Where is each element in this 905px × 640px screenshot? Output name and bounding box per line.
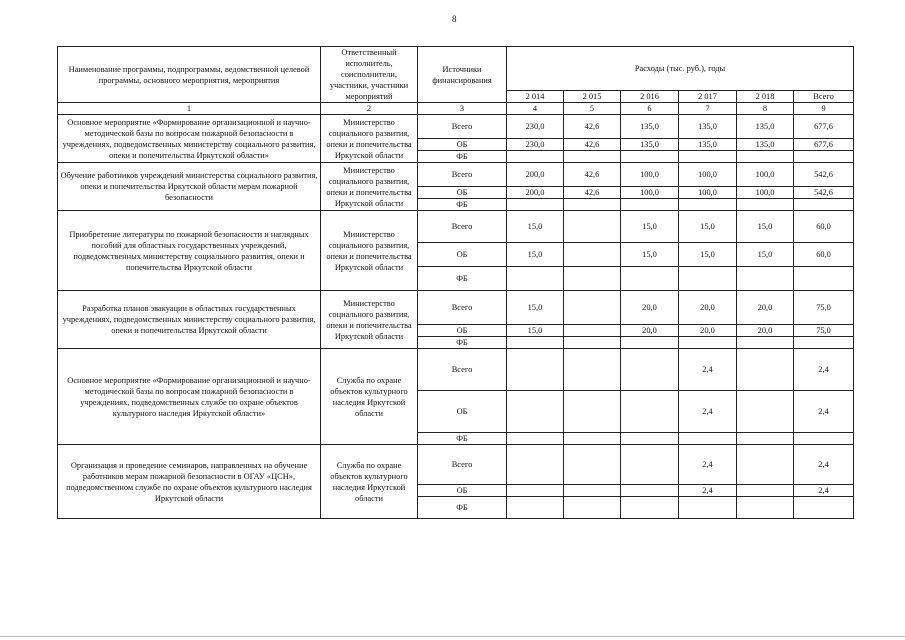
value-cell bbox=[507, 497, 564, 519]
value-cell bbox=[507, 349, 564, 391]
table-row bbox=[58, 115, 854, 139]
source-cell: ФБ bbox=[418, 497, 507, 519]
value-cell bbox=[679, 337, 737, 349]
program-name-cell: Основное мероприятие «Формирование организационной и научно-методической базы по вопросам пожарной безопасности в учреждениях, подведомственных службе по охране объектов культурного наследия Иркутской области» bbox=[58, 349, 321, 445]
total-cell: 2,4 bbox=[794, 485, 854, 497]
total-cell: 60,0 bbox=[794, 243, 854, 267]
total-cell bbox=[794, 151, 854, 163]
total-cell: 60,0 bbox=[794, 211, 854, 243]
value-cell bbox=[679, 497, 737, 519]
total-cell: 677,6 bbox=[794, 139, 854, 151]
source-cell: ФБ bbox=[418, 337, 507, 349]
source-cell: Всего bbox=[418, 291, 507, 325]
value-cell bbox=[737, 391, 794, 433]
value-cell bbox=[679, 433, 737, 445]
value-cell bbox=[564, 243, 621, 267]
header-year: 2 017 bbox=[679, 90, 737, 102]
total-cell: 2,4 bbox=[794, 391, 854, 433]
source-cell: ОБ bbox=[418, 243, 507, 267]
source-cell: Всего bbox=[418, 211, 507, 243]
value-cell: 20,0 bbox=[621, 291, 679, 325]
total-cell: 542,6 bbox=[794, 163, 854, 187]
header-program-name: Наименование программы, подпрограммы, ведомственной целевой программы, основного мероприятия, мероприятия bbox=[58, 47, 321, 103]
column-index: 5 bbox=[564, 103, 621, 115]
value-cell bbox=[679, 267, 737, 291]
value-cell bbox=[621, 337, 679, 349]
value-cell: 20,0 bbox=[737, 325, 794, 337]
header-year: 2 018 bbox=[737, 90, 794, 102]
value-cell bbox=[621, 433, 679, 445]
value-cell bbox=[679, 151, 737, 163]
value-cell: 100,0 bbox=[679, 187, 737, 199]
value-cell: 135,0 bbox=[679, 115, 737, 139]
source-cell: Всего bbox=[418, 349, 507, 391]
value-cell: 15,0 bbox=[621, 243, 679, 267]
value-cell: 15,0 bbox=[507, 325, 564, 337]
value-cell bbox=[679, 199, 737, 211]
value-cell bbox=[564, 337, 621, 349]
value-cell bbox=[507, 433, 564, 445]
responsible-cell: Министерство социального развития, опеки и попечительства Иркутской области bbox=[321, 163, 418, 211]
value-cell bbox=[507, 199, 564, 211]
total-cell: 542,6 bbox=[794, 187, 854, 199]
value-cell bbox=[621, 445, 679, 485]
value-cell: 135,0 bbox=[737, 115, 794, 139]
source-cell: ФБ bbox=[418, 267, 507, 291]
header-total: Всего bbox=[794, 90, 854, 102]
value-cell: 15,0 bbox=[737, 243, 794, 267]
total-cell: 75,0 bbox=[794, 291, 854, 325]
value-cell: 20,0 bbox=[679, 325, 737, 337]
value-cell bbox=[621, 391, 679, 433]
total-cell bbox=[794, 337, 854, 349]
value-cell bbox=[564, 325, 621, 337]
value-cell bbox=[507, 151, 564, 163]
column-index: 8 bbox=[737, 103, 794, 115]
value-cell: 42,6 bbox=[564, 139, 621, 151]
financing-table bbox=[57, 46, 854, 519]
value-cell: 20,0 bbox=[621, 325, 679, 337]
source-cell: ОБ bbox=[418, 485, 507, 497]
value-cell: 42,6 bbox=[564, 115, 621, 139]
value-cell: 135,0 bbox=[621, 139, 679, 151]
value-cell bbox=[507, 485, 564, 497]
value-cell: 15,0 bbox=[679, 243, 737, 267]
responsible-cell: Служба по охране объектов культурного наследия Иркутской области bbox=[321, 349, 418, 445]
source-cell: ОБ bbox=[418, 187, 507, 199]
value-cell bbox=[507, 267, 564, 291]
value-cell: 20,0 bbox=[737, 291, 794, 325]
value-cell bbox=[737, 151, 794, 163]
value-cell: 15,0 bbox=[621, 211, 679, 243]
header-year: 2 014 bbox=[507, 90, 564, 102]
header-year: 2 015 bbox=[564, 90, 621, 102]
value-cell: 100,0 bbox=[737, 187, 794, 199]
value-cell bbox=[564, 445, 621, 485]
column-index: 7 bbox=[679, 103, 737, 115]
value-cell: 2,4 bbox=[679, 445, 737, 485]
value-cell bbox=[564, 349, 621, 391]
source-cell: Всего bbox=[418, 445, 507, 485]
table-row bbox=[58, 163, 854, 187]
value-cell bbox=[621, 497, 679, 519]
source-cell: Всего bbox=[418, 163, 507, 187]
value-cell: 2,4 bbox=[679, 349, 737, 391]
value-cell bbox=[737, 199, 794, 211]
page-number: 8 bbox=[452, 14, 457, 24]
total-cell bbox=[794, 267, 854, 291]
column-index: 4 bbox=[507, 103, 564, 115]
value-cell: 100,0 bbox=[621, 163, 679, 187]
value-cell bbox=[737, 485, 794, 497]
value-cell: 15,0 bbox=[679, 211, 737, 243]
program-name-cell: Основное мероприятие «Формирование организационной и научно-методической базы по вопросам пожарной безопасности в учреждениях, подведомственных министерству социального развития, опеки и попечительства Иркутской области» bbox=[58, 115, 321, 163]
source-cell: ФБ bbox=[418, 151, 507, 163]
value-cell: 15,0 bbox=[507, 243, 564, 267]
total-cell: 75,0 bbox=[794, 325, 854, 337]
value-cell bbox=[737, 349, 794, 391]
value-cell bbox=[621, 485, 679, 497]
value-cell bbox=[564, 391, 621, 433]
total-cell: 2,4 bbox=[794, 349, 854, 391]
responsible-cell: Министерство социального развития, опеки и попечительства Иркутской области bbox=[321, 211, 418, 291]
header-year: 2 016 bbox=[621, 90, 679, 102]
value-cell bbox=[507, 391, 564, 433]
value-cell: 100,0 bbox=[737, 163, 794, 187]
value-cell: 100,0 bbox=[621, 187, 679, 199]
table-row bbox=[58, 349, 854, 391]
value-cell bbox=[737, 337, 794, 349]
value-cell: 200,0 bbox=[507, 187, 564, 199]
column-index: 9 bbox=[794, 103, 854, 115]
value-cell bbox=[621, 267, 679, 291]
source-cell: ОБ bbox=[418, 139, 507, 151]
value-cell: 15,0 bbox=[507, 291, 564, 325]
source-cell: ФБ bbox=[418, 433, 507, 445]
column-index: 1 bbox=[58, 103, 321, 115]
value-cell bbox=[737, 267, 794, 291]
value-cell: 20,0 bbox=[679, 291, 737, 325]
program-name-cell: Организация и проведение семинаров, направленных на обучение работников мерам пожарной безопасности в ОГАУ «ЦСН», подведомственном службе по охране объектов культурного наследия Иркутской области bbox=[58, 445, 321, 519]
value-cell bbox=[507, 445, 564, 485]
header-source: Источники финансирования bbox=[418, 47, 507, 103]
program-name-cell: Разработка планов эвакуации в областных государственных учреждениях, подведомственных министерству социального развития, опеки и попечительства Иркутской области bbox=[58, 291, 321, 349]
value-cell: 135,0 bbox=[621, 115, 679, 139]
table-row bbox=[58, 445, 854, 485]
value-cell bbox=[737, 445, 794, 485]
responsible-cell: Служба по охране объектов культурного наследия Иркутской области bbox=[321, 445, 418, 519]
value-cell bbox=[564, 485, 621, 497]
column-index: 3 bbox=[418, 103, 507, 115]
total-cell: 677,6 bbox=[794, 115, 854, 139]
value-cell bbox=[507, 337, 564, 349]
table-row bbox=[58, 211, 854, 243]
table-row bbox=[58, 291, 854, 325]
source-cell: Всего bbox=[418, 115, 507, 139]
value-cell: 42,6 bbox=[564, 187, 621, 199]
value-cell bbox=[737, 433, 794, 445]
program-name-cell: Обучение работников учреждений министерства социального развития, опеки и попечительства Иркутской области мерам пожарной безопасности bbox=[58, 163, 321, 211]
value-cell bbox=[621, 151, 679, 163]
value-cell bbox=[564, 497, 621, 519]
value-cell: 230,0 bbox=[507, 139, 564, 151]
value-cell bbox=[564, 151, 621, 163]
value-cell bbox=[564, 199, 621, 211]
value-cell bbox=[564, 267, 621, 291]
value-cell: 230,0 bbox=[507, 115, 564, 139]
scan-edge-line bbox=[0, 636, 905, 637]
column-index: 2 bbox=[321, 103, 418, 115]
value-cell bbox=[621, 349, 679, 391]
total-cell bbox=[794, 199, 854, 211]
value-cell bbox=[564, 291, 621, 325]
value-cell: 15,0 bbox=[737, 211, 794, 243]
source-cell: ФБ bbox=[418, 199, 507, 211]
value-cell bbox=[564, 211, 621, 243]
value-cell: 2,4 bbox=[679, 391, 737, 433]
program-name-cell: Приобретение литературы по пожарной безопасности и наглядных пособий для областных государственных учреждений, подведомственных министерству социального развития, опеки и попечительства Иркутской области bbox=[58, 211, 321, 291]
value-cell bbox=[564, 433, 621, 445]
value-cell: 2,4 bbox=[679, 485, 737, 497]
total-cell bbox=[794, 433, 854, 445]
source-cell: ОБ bbox=[418, 391, 507, 433]
responsible-cell: Министерство социального развития, опеки и попечительства Иркутской области bbox=[321, 291, 418, 349]
value-cell: 42,6 bbox=[564, 163, 621, 187]
value-cell: 15,0 bbox=[507, 211, 564, 243]
value-cell: 100,0 bbox=[679, 163, 737, 187]
source-cell: ОБ bbox=[418, 325, 507, 337]
header-responsible: Ответственный исполнитель, соисполнители, участники, участники мероприятий bbox=[321, 47, 418, 103]
column-index: 6 bbox=[621, 103, 679, 115]
value-cell bbox=[737, 497, 794, 519]
header-expenses: Расходы (тыс. руб.), годы bbox=[507, 47, 854, 91]
value-cell: 135,0 bbox=[679, 139, 737, 151]
value-cell bbox=[621, 199, 679, 211]
value-cell: 200,0 bbox=[507, 163, 564, 187]
total-cell: 2,4 bbox=[794, 445, 854, 485]
responsible-cell: Министерство социального развития, опеки и попечительства Иркутской области bbox=[321, 115, 418, 163]
value-cell: 135,0 bbox=[737, 139, 794, 151]
total-cell bbox=[794, 497, 854, 519]
